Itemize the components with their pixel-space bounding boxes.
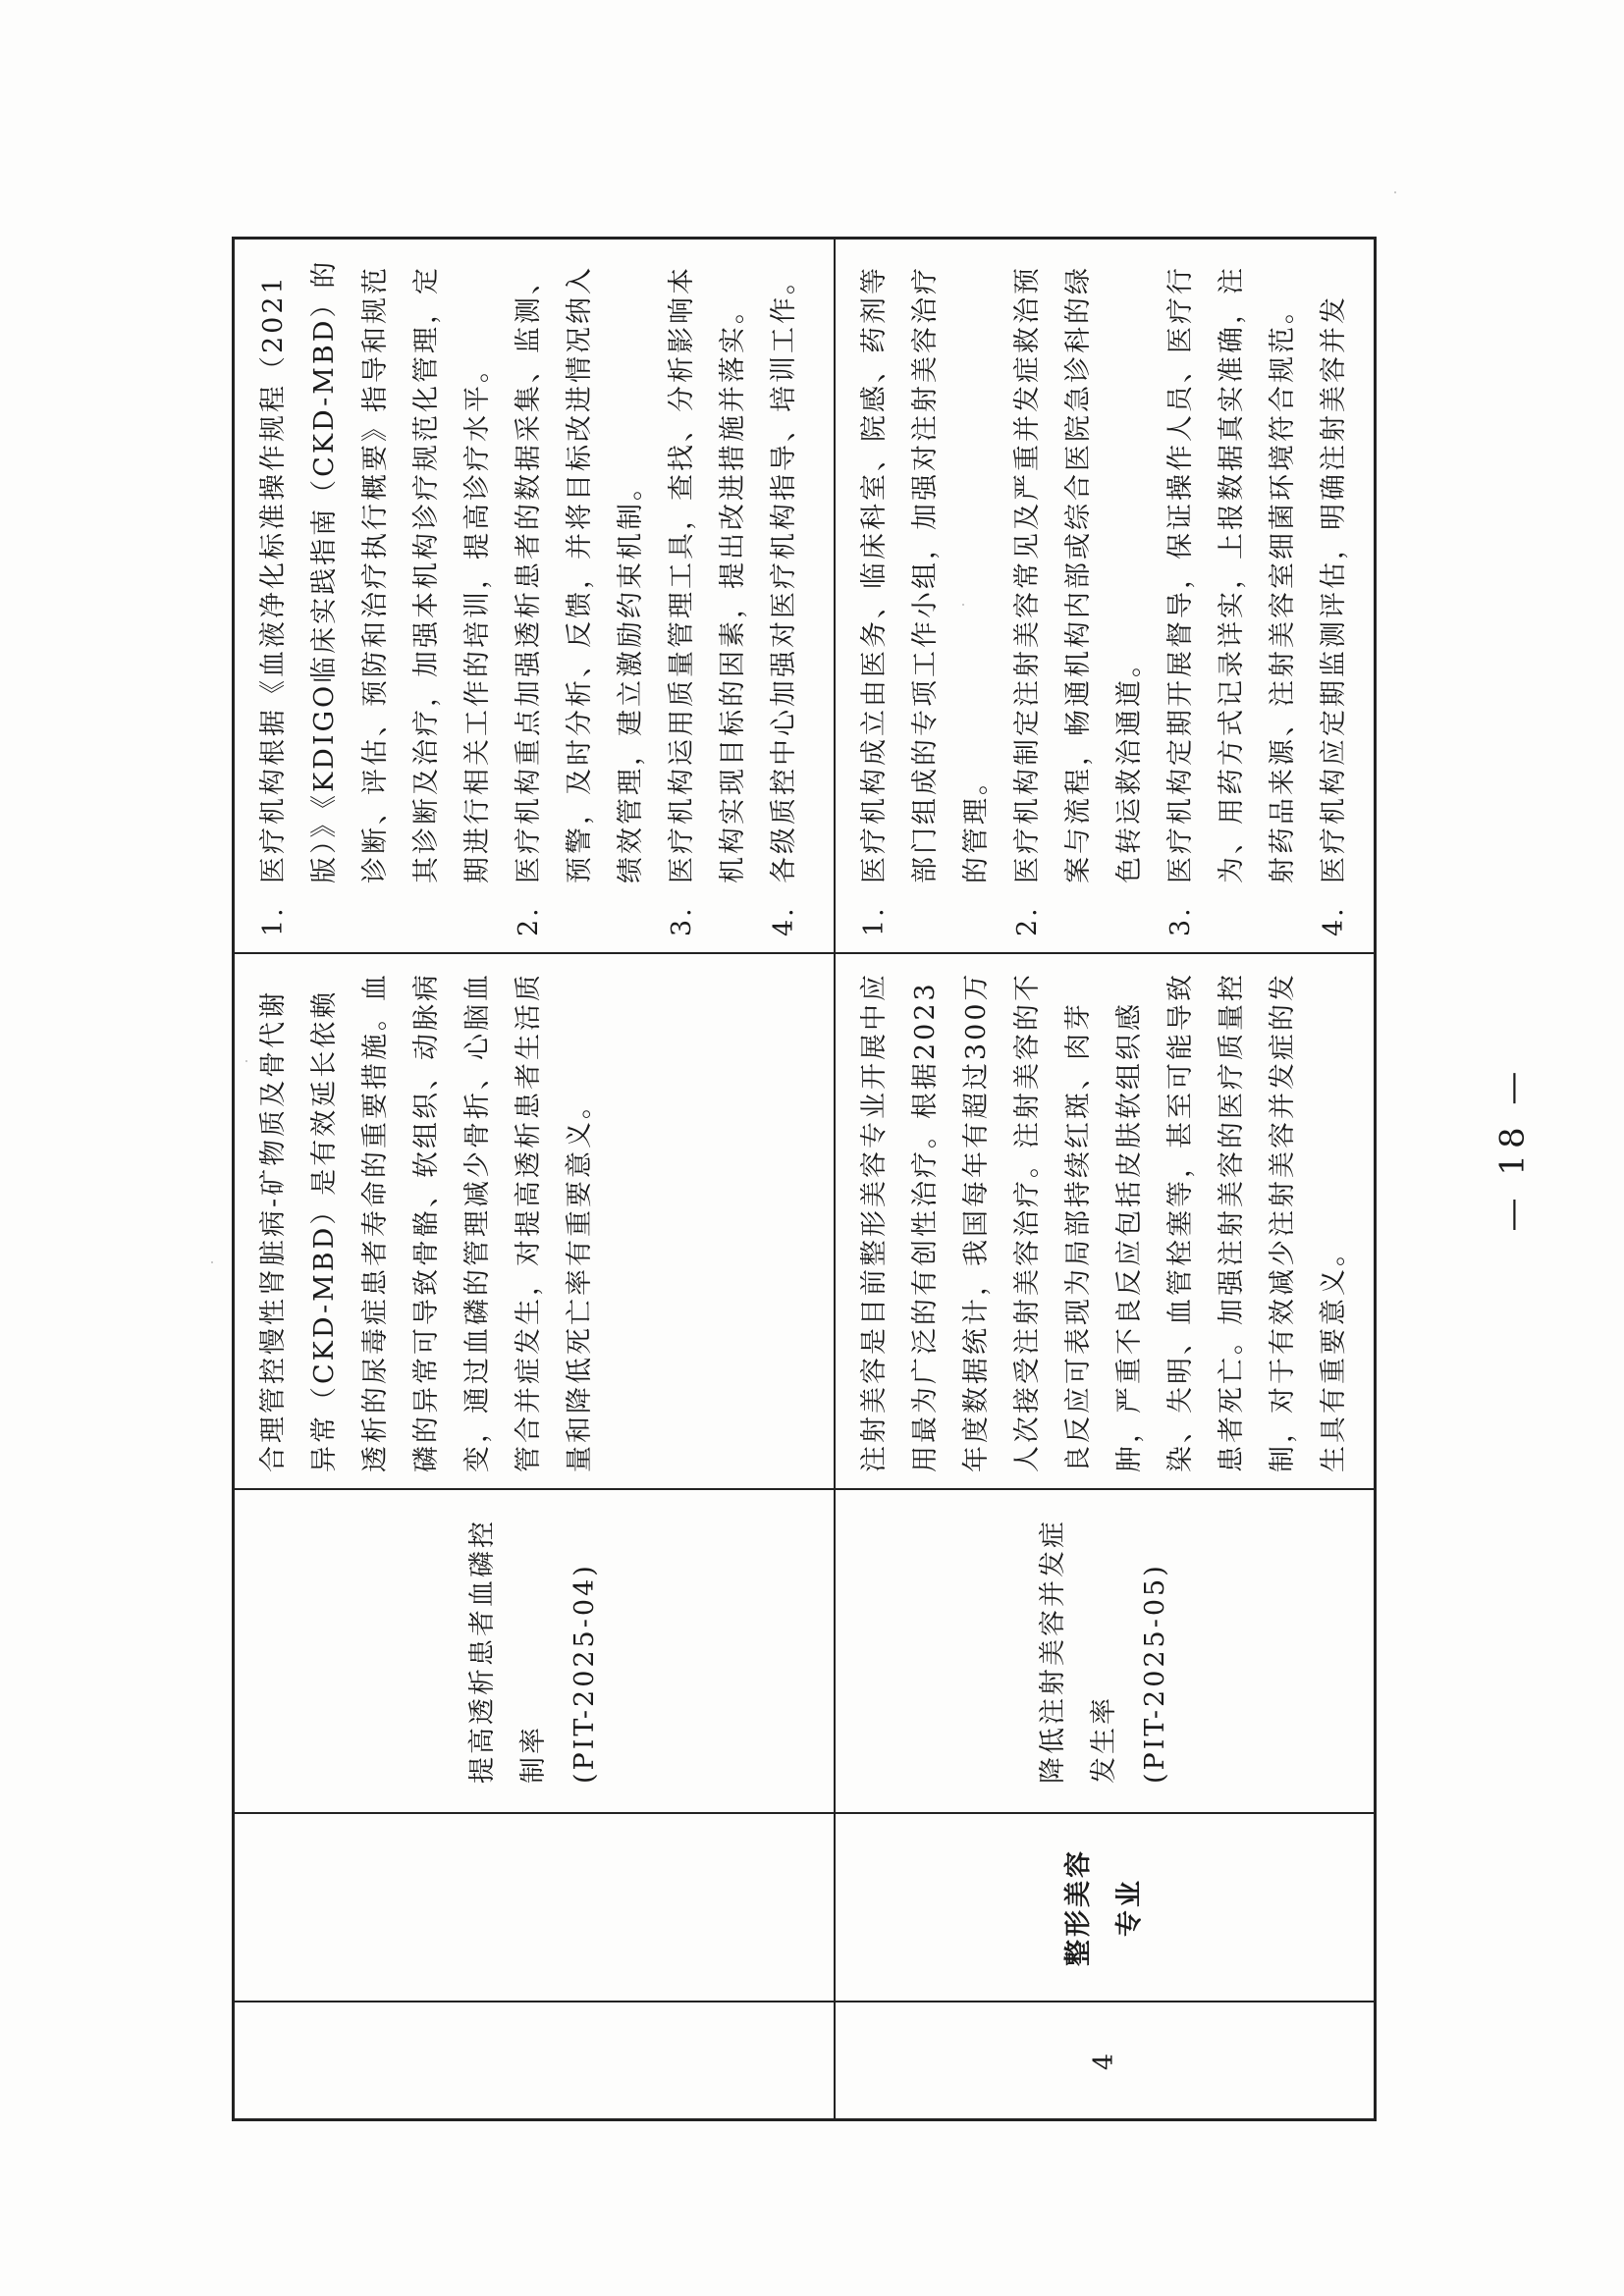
goal-line: 制率 [518,1725,549,1784]
row-number: 4 [1089,2050,1119,2071]
major-line: 专业 [1114,1878,1145,1937]
goal-cell [836,1488,1374,1812]
measure-item [504,255,657,936]
measure-item [849,255,1002,936]
measure-number: 3. [1165,905,1196,936]
measure-text: 医疗机构重点加强透析患者的数据采集、监测、预警，及时分析、反馈，并将目标改进情况纳入绩效管理，建立激励约束机制。 [514,265,646,883]
measure-item [759,255,810,936]
goal-description: 注射美容是目前整形美容专业开展中应用最为广泛的有创性治疗。根据2023年度数据统计，我国每年有超过300万人次接受注射美容治疗。注射美容的不良反应可表现为局部持续红斑、肉芽肿，严重不良反应包括皮肤软组织感染、失明、血管栓塞等，甚至可能导致患者死亡。加强注射美容的医疗质量控制，对于有效减少注射美容并发症的发生具有重要意义。 [859,971,1349,1472]
measure-number: 4. [769,905,799,936]
goal-line: 提高透析患者血磷控 [467,1519,498,1784]
goal-line: 发生率 [1089,1695,1119,1784]
measure-text: 医疗机构成立由医务、临床科室、院感、药剂等部门组成的专项工作小组，加强对注射美容治疗的管理。 [859,265,992,883]
measure-item [1156,255,1309,936]
measure-text: 医疗机构根据《血液净化标准操作规程（2021版）》《KDIGO临床实践指南（CKD-MBD）的诊断、评估、预防和治疗执行概要》指导和规范其诊断及治疗，加强本机构诊疗规范化管理，定期进行相关工作的培训，提高诊疗水平。 [258,258,493,883]
goal-cell [235,1488,834,1812]
goal-line: 降低注射美容并发症 [1038,1519,1068,1784]
measure-item [248,255,504,936]
measure-number: 2. [514,905,544,936]
description-cell [235,952,834,1488]
page-number [1483,1050,1542,1247]
measure-item [657,255,759,936]
page-number-text: — 18 — [1492,1065,1533,1232]
major-line: 整形美容 [1063,1848,1094,1966]
table-row [235,240,836,2118]
measure-number: 3. [667,905,697,936]
major-name [1054,1848,1156,1966]
measure-item [1002,255,1156,936]
goal-code: (PIT-2025-04) [569,1563,600,1784]
goal-title [1028,1519,1181,1784]
measure-text: 医疗机构应定期监测评估，明确注射美容并发 [1319,294,1349,883]
major-cell [836,1812,1374,2001]
row-number-cell [836,2001,1374,2118]
measure-text: 医疗机构定期开展督导，保证操作人员、医疗行为、用药方式记录详实，上报数据真实准确，注射药品来源、注射美容室细菌环境符合规范。 [1165,265,1298,883]
measures-cell [235,240,834,952]
measure-text: 医疗机构制定注射美容常见及严重并发症救治预案与流程，畅通机构内部或综合医院急诊科的绿色转运救治通道。 [1012,265,1145,883]
measure-text: 各级质控中心加强对医疗机构指导、培训工作。 [769,265,799,883]
measures-cell [836,240,1374,952]
measure-number: 4. [1319,905,1349,936]
measure-number: 2. [1012,905,1043,936]
quality-goals-table [232,237,1377,2121]
row-number-cell [235,2001,834,2118]
description-cell [836,952,1374,1488]
measure-item [1309,255,1360,936]
goal-code: (PIT-2025-05) [1140,1563,1170,1784]
measure-number: 1. [258,905,289,936]
measure-number: 1. [859,905,890,936]
major-cell [235,1812,834,2001]
table-row [836,240,1374,2118]
goal-description: 合理管控慢性肾脏病-矿物质及骨代谢异常（CKD-MBD）是有效延长依赖透析的尿毒症患者寿命的重要措施。血磷的异常可导致骨骼、软组织、动脉病变，通过血磷的管理减少骨折、心脑血管合并症发生，对提高透析患者生活质量和降低死亡率有重要意义。 [258,972,595,1472]
measure-text: 医疗机构运用质量管理工具，查找、分析影响本机构实现目标的因素，提出改进措施并落实。 [667,265,748,883]
goal-title [458,1519,611,1784]
